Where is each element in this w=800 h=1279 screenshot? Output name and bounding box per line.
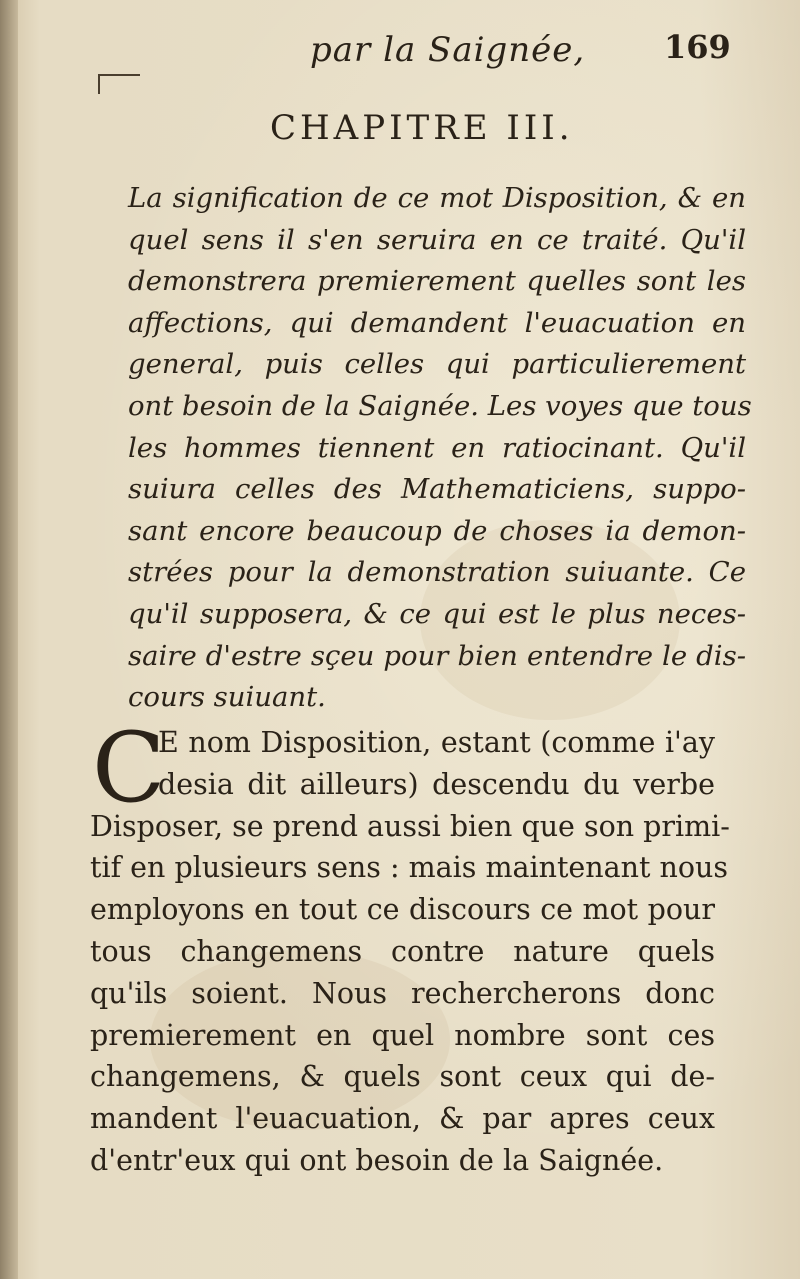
body-line: qu'ils soient. Nous rechercherons donc: [90, 976, 715, 1010]
summary-line: cours suiuant.: [128, 681, 326, 714]
body-line: premierement en quel nombre sont ces: [90, 1018, 715, 1052]
summary-line: demonstrera premierement quelles sont les: [128, 265, 746, 298]
body-line: mandent l'euacuation, & par apres ceux: [90, 1102, 715, 1136]
chapter-title: CHAPITRE III.: [270, 108, 574, 148]
body-line: changemens, & quels sont ceux qui de-: [90, 1060, 715, 1094]
summary-line: suiura celles des Mathematiciens, suppo-: [128, 473, 746, 506]
body-line: Disposer, se prend aussi bien que son primi-: [90, 809, 730, 843]
body-line: E nom Disposition, estant (comme i'ay: [158, 726, 715, 759]
summary-line: sant encore beaucoup de choses ia demon-: [128, 514, 746, 547]
body-line: tous changemens contre nature quels: [90, 934, 715, 968]
body-line: tif en plusieurs sens : mais maintenant nous: [90, 851, 728, 885]
body-line: desia dit ailleurs) descendu du verbe: [158, 767, 715, 801]
summary-line: qu'il supposera, & ce qui est le plus neces-: [128, 597, 746, 630]
book-gutter: [0, 0, 18, 1279]
chapter-summary: [128, 178, 752, 719]
running-title: par la Saignée,: [310, 30, 586, 70]
drop-cap-initial: C: [92, 712, 166, 824]
summary-line: general, puis celles qui particulierement: [128, 348, 746, 381]
page-number: 169: [664, 28, 731, 66]
summary-line: quel sens il s'en seruira en ce traité. Qu'il: [128, 223, 746, 256]
summary-line: les hommes tiennent en ratiocinant. Qu'il: [128, 431, 746, 464]
summary-line: saire d'estre sçeu pour bien entendre le dis-: [128, 639, 746, 672]
summary-line: La signification de ce mot Disposition, & en: [128, 182, 746, 214]
summary-line: affections, qui demandent l'euacuation en: [128, 306, 746, 339]
ornament-mark: [98, 74, 140, 94]
summary-line: ont besoin de la Saignée. Les voyes que tous: [128, 389, 752, 422]
summary-line: strées pour la demonstration suiuante. Ce: [128, 556, 746, 589]
body-line: d'entr'eux qui ont besoin de la Saignée.: [90, 1143, 664, 1177]
body-paragraph: [90, 712, 730, 1182]
body-line: employons en tout ce discours ce mot pour: [90, 893, 715, 927]
